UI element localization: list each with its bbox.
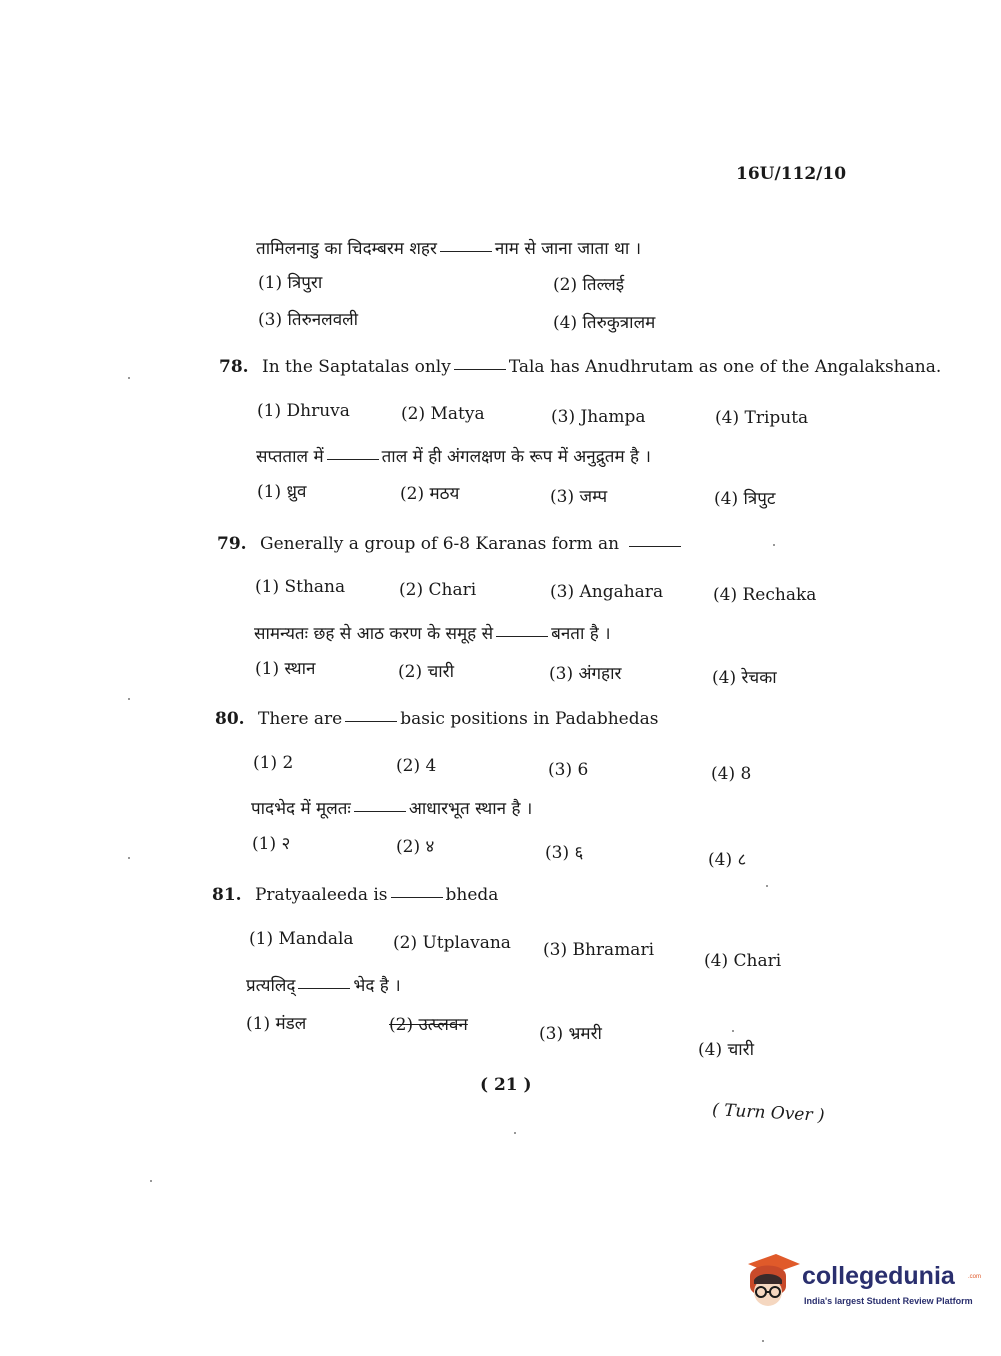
q78-option-hi-3: (3) जम्प (550, 487, 608, 507)
q78-option-hi-1: (1) ध्रुव (257, 482, 307, 502)
q80-english-before: There are (257, 709, 343, 729)
q79-option-hi-3: (3) अंगहार (549, 664, 622, 684)
collegedunia-logo (742, 1252, 982, 1314)
q79-english-stem (217, 534, 684, 554)
scan-speck (732, 1030, 734, 1032)
q79-hindi-after: बनता है । (551, 624, 611, 644)
q78-hindi-before: सप्तताल में (256, 447, 324, 467)
scan-speck (762, 1340, 764, 1342)
q81-option-hi-1: (1) मंडल (246, 1014, 307, 1034)
logo-tagline: India's largest Student Review Platform (804, 1296, 973, 1306)
answer-blank (327, 458, 379, 460)
turn-over-note: ( Turn Over ) (711, 1100, 826, 1126)
answer-blank (629, 545, 681, 547)
q77-option-4: (4) तिरुकुत्रालम (553, 313, 656, 333)
q78-english-after: Tala has Anudhrutam as one of the Angalakshana. (508, 357, 942, 377)
scan-speck (128, 698, 130, 700)
q77-option-3: (3) तिरुनलवली (258, 310, 359, 330)
q81-option-hi-2: (2) उत्प्लवन (389, 1015, 468, 1035)
q79-option-hi-2: (2) चारी (398, 662, 455, 682)
paper-code: 16U/112/10 (736, 164, 847, 184)
q81-hindi-after: भेद है । (353, 976, 401, 996)
q77-hindi-after: नाम से जाना जाता था । (494, 239, 642, 259)
q80-english-after: basic positions in Padabhedas (400, 709, 659, 729)
q78-option-en-4: (4) Triputa (715, 408, 809, 428)
q79-english-before: Generally a group of 6-8 Karanas form an (259, 534, 620, 554)
q78-option-hi-2: (2) मठय (400, 484, 460, 504)
q81-option-en-1: (1) Mandala (249, 929, 354, 949)
q81-option-hi-3: (3) भ्रमरी (539, 1024, 602, 1044)
question-number: 81. (212, 885, 242, 905)
q80-option-hi-2: (2) ४ (396, 837, 435, 857)
answer-blank (391, 896, 443, 898)
q77-option-2: (2) तिल्लई (553, 275, 625, 295)
q78-option-en-2: (2) Matya (401, 404, 485, 424)
q79-option-en-2: (2) Chari (399, 580, 477, 600)
page-number: ( 21 ) (480, 1075, 532, 1095)
scan-speck (150, 1180, 152, 1182)
scan-speck (766, 885, 768, 887)
q80-option-en-3: (3) 6 (548, 760, 589, 780)
question-number: 80. (215, 709, 245, 729)
answer-blank (298, 987, 350, 989)
answer-blank (440, 250, 492, 252)
q78-english-before: In the Saptatalas only (261, 357, 451, 377)
q77-option-1: (1) त्रिपुरा (258, 273, 323, 293)
q81-option-en-3: (3) Bhramari (543, 940, 655, 960)
q77-hindi-before: तामिलनाडु का चिदम्बरम शहर (256, 239, 437, 259)
answer-blank (345, 720, 397, 722)
q80-hindi-after: आधारभूत स्थान है । (408, 799, 533, 819)
answer-blank (354, 810, 406, 812)
q81-option-en-2: (2) Utplavana (393, 933, 511, 953)
question-number: 79. (217, 534, 247, 554)
q79-option-hi-1: (1) स्थान (255, 659, 316, 679)
q81-english-stem (212, 885, 498, 905)
q81-hindi-stem (246, 973, 401, 996)
logo-wordmark: collegedunia (802, 1262, 955, 1290)
scan-speck (773, 544, 775, 546)
q80-hindi-stem (251, 796, 532, 819)
q80-option-en-2: (2) 4 (396, 756, 437, 776)
student-mascot-icon (742, 1252, 800, 1312)
q79-option-en-1: (1) Sthana (255, 577, 346, 597)
q79-option-en-3: (3) Angahara (550, 582, 664, 602)
q80-hindi-before: पादभेद में मूलतः (251, 799, 351, 819)
q79-option-hi-4: (4) रेचका (712, 668, 777, 688)
q81-english-before: Pratyaaleeda is (254, 885, 388, 905)
q78-option-hi-4: (4) त्रिपुट (714, 489, 776, 509)
q78-option-en-1: (1) Dhruva (257, 401, 350, 421)
q81-english-after: bheda (445, 885, 499, 905)
q79-hindi-stem (254, 621, 611, 644)
q78-english-stem (219, 357, 941, 377)
q80-option-hi-3: (3) ६ (545, 843, 584, 863)
q79-hindi-before: सामन्यतः छह से आठ करण के समूह से (254, 624, 494, 644)
q80-option-hi-1: (1) २ (252, 834, 291, 854)
q81-option-hi-4: (4) चारी (698, 1040, 755, 1060)
q80-english-stem (215, 709, 658, 729)
q81-hindi-before: प्रत्यलिद् (246, 976, 296, 996)
q81-option-en-4: (4) Chari (704, 951, 782, 971)
answer-blank (496, 635, 548, 637)
q78-option-en-3: (3) Jhampa (551, 407, 646, 427)
q77-hindi-stem (256, 236, 641, 259)
q80-option-hi-4: (4) ८ (708, 850, 747, 870)
question-number: 78. (219, 357, 249, 377)
answer-blank (454, 368, 506, 370)
q80-option-en-4: (4) 8 (711, 764, 752, 784)
q78-hindi-stem (256, 444, 651, 467)
scan-speck (128, 377, 130, 379)
logo-com: .com (968, 1274, 982, 1280)
q79-option-en-4: (4) Rechaka (713, 585, 817, 605)
q78-hindi-after: ताल में ही अंगलक्षण के रूप में अनुद्रुतम है । (381, 447, 651, 467)
scan-speck (128, 857, 130, 859)
q80-option-en-1: (1) 2 (253, 753, 294, 773)
scan-speck (514, 1132, 516, 1134)
